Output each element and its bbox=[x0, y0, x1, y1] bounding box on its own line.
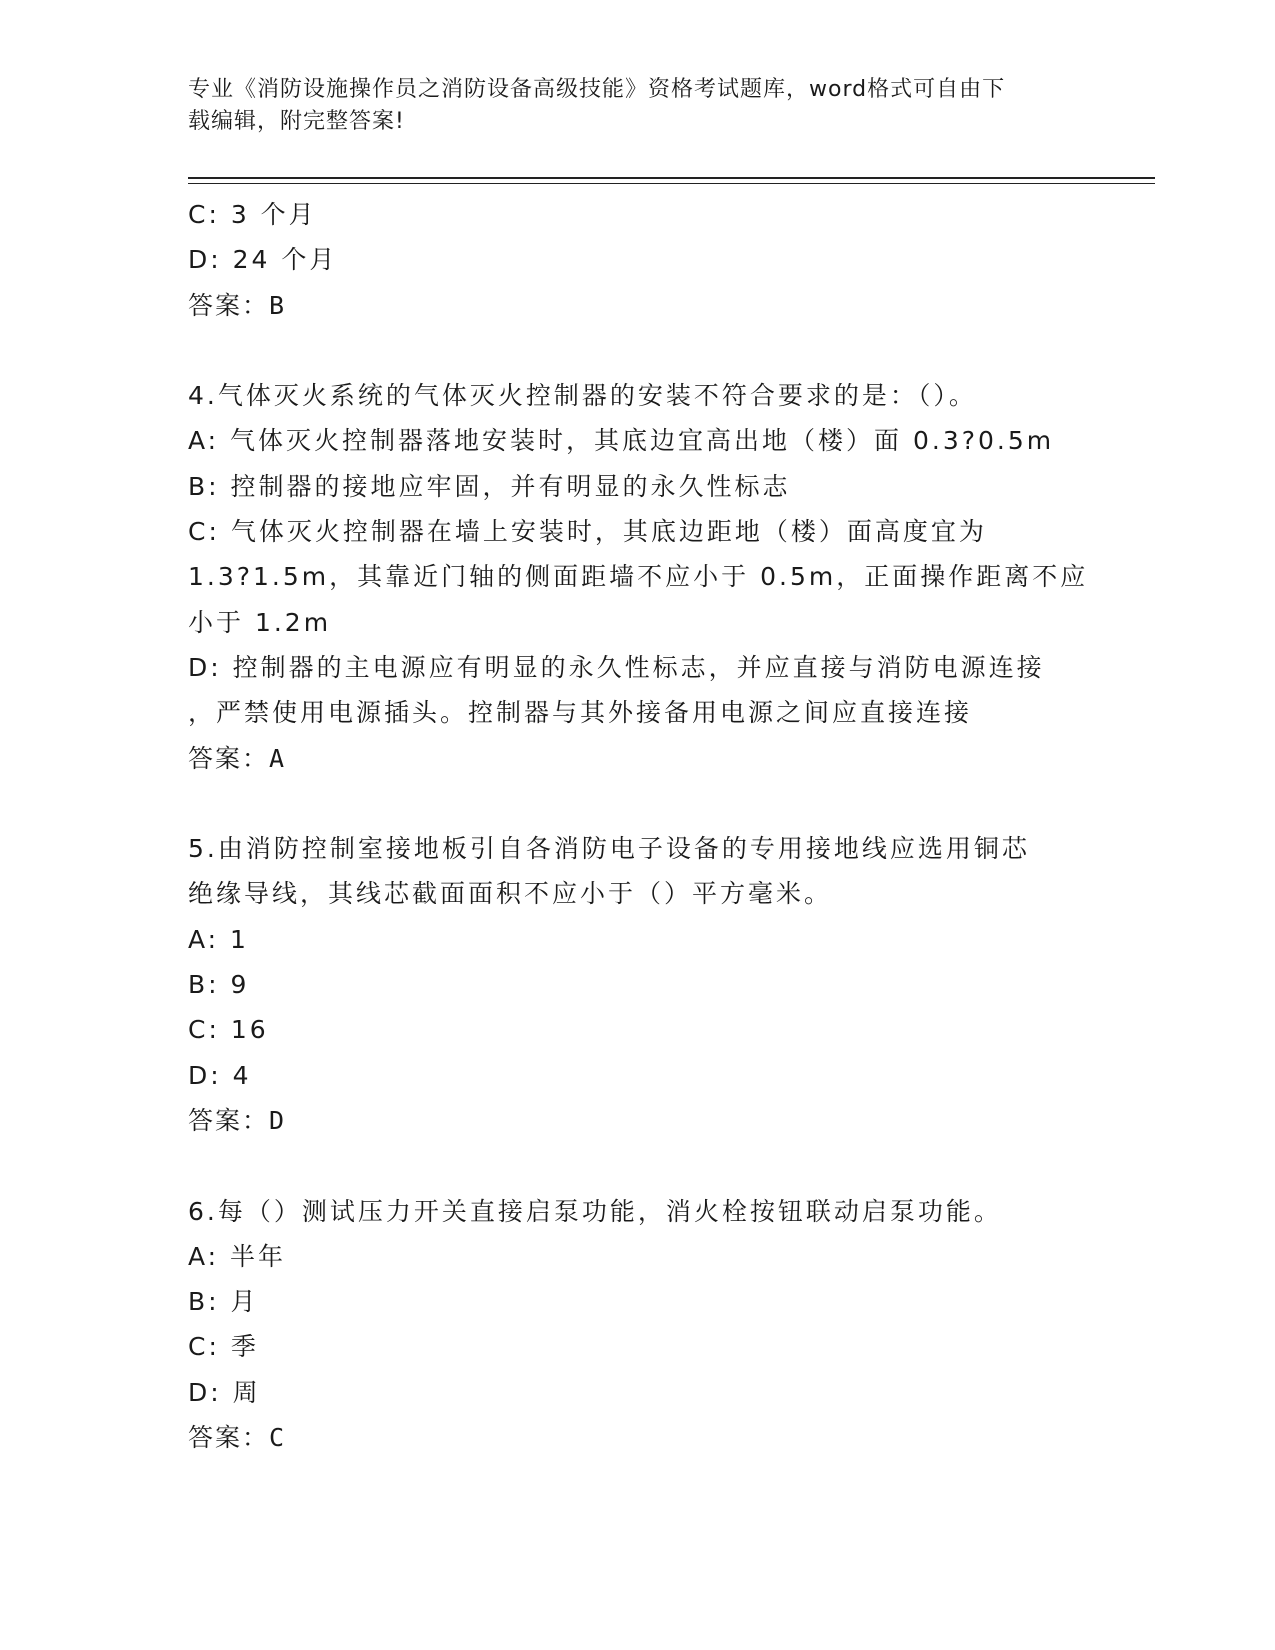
q6-option-b: B: 月 bbox=[188, 1287, 259, 1317]
question-content bbox=[188, 192, 1088, 1460]
answer-label: 答案： bbox=[188, 743, 270, 773]
answer-label: 答案： bbox=[188, 290, 270, 320]
q6-answer-value: C bbox=[269, 1423, 287, 1453]
q5-answer-value: D bbox=[269, 1105, 287, 1135]
q3-answer bbox=[188, 283, 1088, 328]
q4-option-a: A: 气体灭火控制器落地安装时，其底边宜高出地（楼）面 0.3?0.5m bbox=[188, 426, 1055, 456]
q6-option-d: D: 周 bbox=[188, 1377, 261, 1407]
q6-option-a: A: 半年 bbox=[188, 1241, 287, 1271]
answer-label: 答案： bbox=[188, 1105, 270, 1135]
q5-option-b: B: 9 bbox=[188, 970, 250, 1000]
header-divider-thin bbox=[188, 183, 1155, 184]
q5-option-c: C: 16 bbox=[188, 1015, 269, 1045]
q3-answer-value: B bbox=[269, 290, 287, 320]
answer-label: 答案： bbox=[188, 1423, 270, 1453]
header-line-1: 专业《消防设施操作员之消防设备高级技能》资格考试题库，word格式可自由下 bbox=[188, 77, 1006, 102]
q3-option-c: C: 3 个月 bbox=[188, 200, 317, 229]
q6-option-c: C: 季 bbox=[188, 1332, 259, 1362]
question-6 bbox=[188, 1189, 1088, 1461]
q4-option-b: B: 控制器的接地应牢固，并有明显的永久性标志 bbox=[188, 471, 791, 501]
q4-option-d-line-2: ，严禁使用电源插头。控制器与其外接备用电源之间应直接连接 bbox=[188, 698, 973, 728]
q4-answer-value: A bbox=[269, 743, 287, 773]
q4-option-c-line-2: 1.3?1.5m，其靠近门轴的侧面距墙不应小于 0.5m，正面操作距离不应 bbox=[188, 562, 1089, 592]
q4-option-d-line-1: D: 控制器的主电源应有明显的永久性标志，并应直接与消防电源连接 bbox=[188, 652, 1045, 682]
q5-answer bbox=[188, 1098, 1088, 1143]
document-header bbox=[188, 74, 1068, 138]
q4-option-c-line-1: C: 气体灭火控制器在墙上安装时，其底边距地（楼）面高度宜为 bbox=[188, 517, 987, 547]
q4-option-c-line-3: 小于 1.2m bbox=[188, 607, 332, 637]
question-5 bbox=[188, 826, 1088, 1143]
q3-option-d: D: 24 个月 bbox=[188, 245, 338, 275]
q6-question: 6.每（）测试压力开关直接启泵功能，消火栓按钮联动启泵功能。 bbox=[188, 1196, 1002, 1226]
question-4 bbox=[188, 373, 1088, 781]
q5-question-line-2: 绝缘导线，其线芯截面面积不应小于（）平方毫米。 bbox=[188, 879, 833, 909]
q4-answer bbox=[188, 736, 1088, 781]
q5-option-a: A: 1 bbox=[188, 924, 249, 954]
q6-answer bbox=[188, 1415, 1088, 1460]
question-3-tail bbox=[188, 192, 1088, 328]
q5-question-line-1: 5.由消防控制室接地板引自各消防电子设备的专用接地线应选用铜芯 bbox=[188, 834, 1030, 864]
q4-question: 4.气体灭火系统的气体灭火控制器的安装不符合要求的是：（）。 bbox=[188, 381, 977, 411]
header-divider-thick bbox=[188, 177, 1155, 179]
header-line-2: 载编辑，附完整答案! bbox=[188, 109, 405, 134]
q5-option-d: D: 4 bbox=[188, 1060, 252, 1090]
